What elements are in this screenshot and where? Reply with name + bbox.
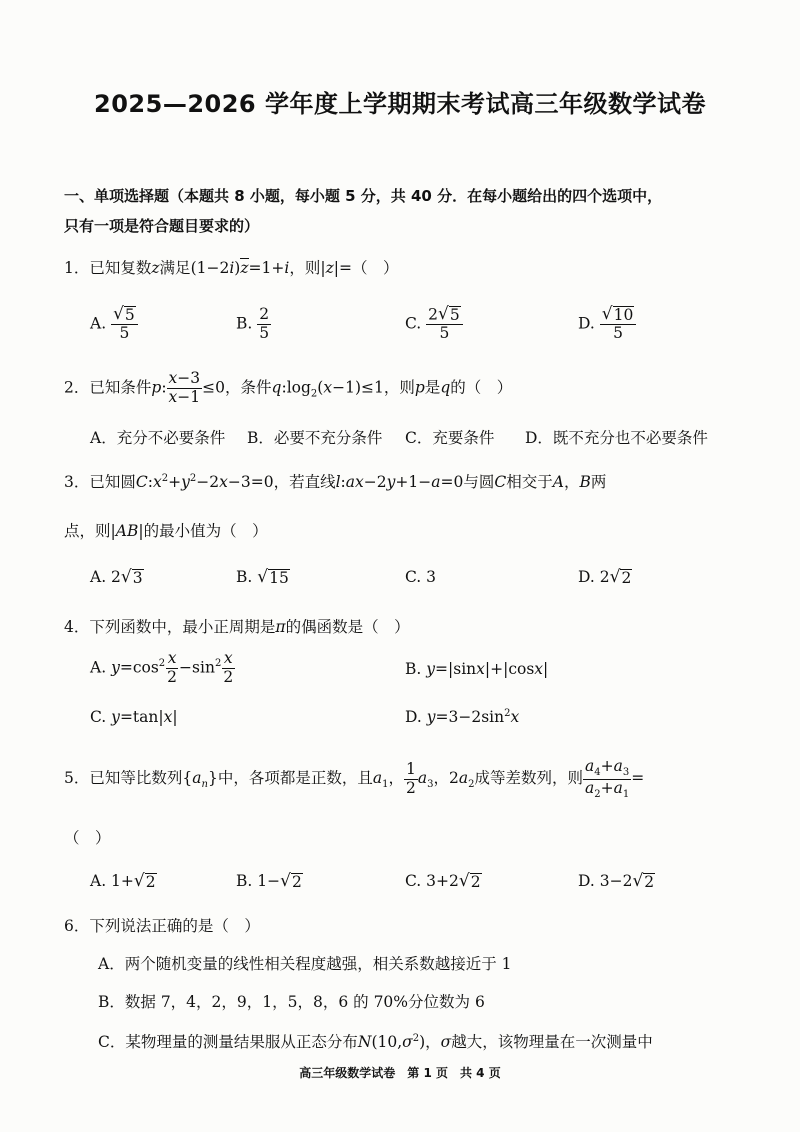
q3-mid2: 与圆	[463, 473, 495, 491]
question-5: 5．已知等比数列$\{a_n\}$中，各项都是正数，且$a_1$， $\frac{1}{2}$ $a_3$，$2a_2$成等差数列，则 $\frac{a_4+a_3}{a_2+a_1}$ =	[64, 757, 645, 800]
q5-option-b: B. 1− √ 2	[236, 871, 302, 891]
opt-label: A.	[90, 314, 107, 333]
question-2: 2．已知条件p: $\frac{x-3}{x-1}$ ≤0，条件$q:\log_2(x-1)\le 1$，则p是q的（ ）	[64, 369, 513, 406]
q3-d-value: √ 2	[609, 567, 632, 587]
q6-c-prefix: C．某物理量的测量结果服从正态分布	[98, 1033, 358, 1051]
question-4: 4．下列函数中，最小正周期是π的偶函数是（ ）	[64, 618, 410, 636]
q3-line2-prefix: 点，则	[64, 522, 111, 540]
opt-label: B.	[236, 314, 253, 333]
opt-label: C.	[405, 568, 422, 586]
q5-suffix: 成等差数列，则	[474, 769, 583, 788]
opt-label: D.	[578, 568, 595, 586]
q3-end: 两	[590, 473, 607, 491]
opt-label: A.	[90, 872, 107, 890]
q5-d-value: √ 2	[632, 871, 655, 891]
q1-d-value: √ 10 5	[600, 306, 637, 343]
q3-option-b	[236, 568, 290, 586]
opt-label: D.	[578, 314, 595, 333]
opt-label: C.	[405, 872, 422, 890]
q3-c-value: 3	[426, 568, 437, 586]
q3-suffix: 相交于	[506, 473, 553, 491]
opt-label: D.	[405, 708, 422, 727]
opt-label: A.	[90, 568, 107, 586]
section-heading: 一、单项选择题（本题共 8 小题，每小题 5 分，共 40 分．在每小题给出的四个选项中，	[64, 187, 663, 205]
q6-option-c: C．某物理量的测量结果服从正态分布$N(10,\sigma^2)$，σ越大，该物理量在一次测量中	[98, 1032, 653, 1051]
q5-b-value: √ 2	[280, 871, 302, 891]
q4-prefix: 4．下列函数中，最小正周期是	[64, 618, 276, 636]
q1-b-value: $\frac{2}{5}$	[259, 305, 270, 342]
q5-option-c: C. 3+2 √ 2	[405, 871, 481, 891]
q1-option-a	[90, 306, 138, 343]
q3-b-value: √ 15	[257, 567, 289, 587]
q2-option-d: D．既不充分也不必要条件	[525, 429, 708, 447]
q3-option-c	[405, 568, 436, 586]
q2-suffix: ，则	[383, 378, 415, 397]
q1-c-value: 2 √ 5 5	[426, 306, 463, 343]
q5-prefix: 5．已知等比数列	[64, 769, 183, 788]
q5-paren: （ ）	[64, 829, 111, 847]
q5-option-d: D. 3−2 √ 2	[578, 871, 655, 891]
opt-label: C.	[405, 314, 422, 333]
q3-a-value: √ 3	[120, 567, 143, 587]
question-6: 6．下列说法正确的是（ ）	[64, 917, 260, 935]
q3-prefix: 3．已知圆	[64, 473, 136, 491]
q3-mid: ，若直线	[273, 473, 336, 491]
opt-label: B.	[236, 568, 253, 586]
q2-prefix: 2．已知条件	[64, 378, 152, 397]
q2-option-c: C．充要条件	[405, 429, 495, 447]
q1-suffix: ，则	[289, 259, 321, 277]
q1-paren: （ ）	[351, 259, 399, 277]
q5-option-a: A. 1+ √ 2	[90, 871, 156, 891]
q3-option-d: D. 2 √ 2	[578, 567, 632, 587]
q4-suffix: 的偶函数是（ ）	[285, 618, 410, 636]
q3-line2-suffix: 的最小值为（ ）	[143, 522, 268, 540]
q1-mid: 满足	[159, 259, 191, 277]
question-3-cont: 点，则|AB|的最小值为（ ）	[64, 522, 268, 540]
q4-option-a: A. $y=\cos^2$ $\frac{x}{2}$ $-\sin^2$ $\frac{x}{2}$	[90, 649, 234, 686]
page-title: 2025—2026 学年度上学期期末考试高三年级数学试卷	[94, 90, 706, 118]
q1-a-value: √ 5 5	[111, 306, 138, 343]
q6-c-suffix: 越大，该物理量在一次测量中	[451, 1033, 653, 1051]
opt-label: D.	[578, 872, 595, 890]
q4-option-d: D. $y=3-2\sin^2x$	[405, 708, 520, 727]
q2-option-a: A．充分不必要条件	[90, 429, 226, 447]
q3-option-a: A. 2 √ 3	[90, 567, 143, 587]
opt-label: B.	[236, 872, 253, 890]
q1-option-c	[405, 306, 463, 343]
q6-option-a: A．两个随机变量的线性相关程度越强，相关系数越接近于 1	[98, 955, 512, 973]
opt-label: A.	[90, 658, 107, 677]
q4-option-b: B. y=|sinx|+|cosx|	[405, 660, 549, 678]
q5-c-value: √ 2	[458, 871, 481, 891]
opt-label: B.	[405, 660, 422, 678]
question-1: 1．已知复数z满足(1−2i)z=1+i，则|z|=（ ）	[64, 259, 399, 277]
section-heading-cont: 只有一项是符合题目要求的）	[64, 217, 260, 235]
q4-option-c: C. y=tan|x|	[90, 708, 178, 726]
question-3: 3．已知圆$C:x^2+y^2-2x-3=0$，若直线l:ax−2y+1−a=0与圆C相交于A，B两	[64, 472, 607, 491]
q1-option-b	[236, 306, 271, 343]
q5-ratio: $\frac{a_4+a_3}{a_2+a_1}$	[585, 757, 630, 800]
q2-tail: 的（ ）	[450, 378, 513, 397]
q1-prefix: 1．已知复数	[64, 259, 152, 277]
q5-mid: 中，各项都是正数，且	[217, 769, 373, 788]
q2-fraction: $\frac{x-3}{x-1}$	[168, 369, 201, 406]
q2-option-b: B．必要不充分条件	[247, 429, 383, 447]
opt-label: C.	[90, 708, 107, 726]
page-footer: 高三年级数学试卷 第 1 页 共 4 页	[299, 1066, 501, 1080]
q5-a-value: √ 2	[133, 871, 156, 891]
q2-mid: ，条件	[225, 378, 272, 397]
q6-option-b: B．数据 7，4，2，9，1，5，8，6 的 70%分位数为 6	[98, 993, 485, 1011]
q1-option-d	[578, 306, 636, 343]
